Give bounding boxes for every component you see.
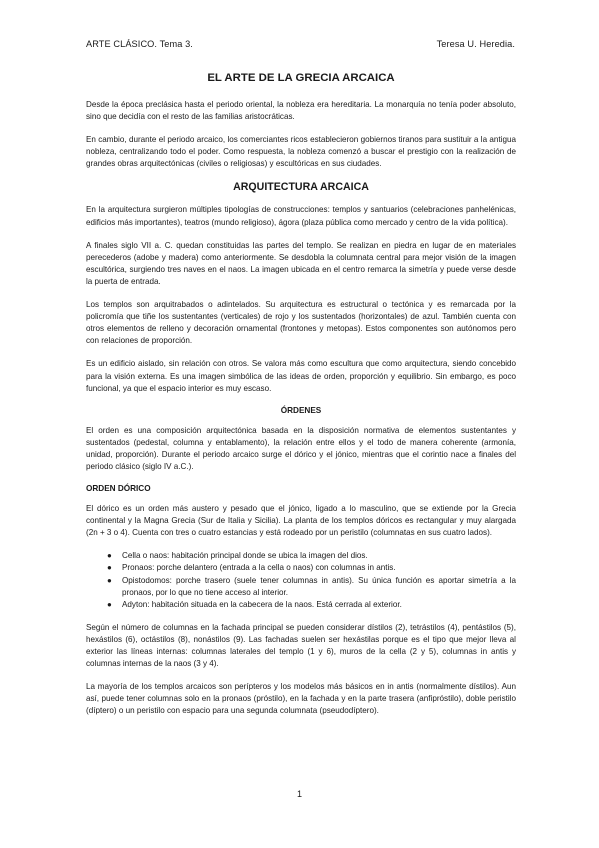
list-item	[107, 575, 516, 599]
arquitectura-paragraph-3: Los templos son arquitrabados o adintelados. Su arquitectura es estructural o tectónica y es remarcada por la policromía que tiñe los sustentantes (verticales) de rojo y los sustentados (horizontales) de azul. También cuenta con otros elementos de relleno y decoración ornamental (frontones y metopas). Estos componentes son autónomos pero con relaciones de proporción.	[86, 300, 516, 346]
list-item-text: Cella o naos: habitación principal donde se ubica la imagen del dios.	[122, 551, 368, 561]
bullet-icon: ●	[107, 551, 112, 561]
document-body	[86, 72, 516, 728]
header-right: Teresa U. Heredia.	[436, 39, 515, 49]
temple-parts-list	[86, 550, 516, 610]
dorico-paragraph: El dórico es un orden más austero y pesado que el jónico, ligado a lo masculino, que se extiende por la Grecia continental y la Magna Grecia (Sur de Italia y Sicilia). La planta de los templos dóricos es rectangular y muy alargada (2n + 3 o 4). Cuenta con tres o cuatro estancias y está rodeado por un peristilo (columnatas en sus cuatro lados).	[86, 504, 516, 538]
intro-paragraph-2: En cambio, durante el periodo arcaico, los comerciantes ricos establecieron gobiernos tiranos para sustituir a la antigua nobleza, centralizando todo el poder. Como respuesta, la nobleza comenzó a buscar el prestigio con la realización de grandes obras arquitectónicas (civiles o religiosas) y escultóricas en sus ciudades.	[86, 135, 516, 169]
arquitectura-paragraph-1: En la arquitectura surgieron múltiples tipologías de construcciones: templos y santuarios (celebraciones panhelénicas, edificios más importantes), teatros (mundo religioso), ágora (plaza pública como mercado y centro de la vida política).	[86, 205, 516, 227]
list-item	[107, 550, 516, 562]
list-item-text: Adyton: habitación situada en la cabecera de la naos. Está cerrada al exterior.	[122, 599, 402, 609]
list-item-text: Pronaos: porche delantero (entrada a la cella o naos) con columnas in antis.	[122, 563, 396, 573]
dorico-columns-paragraph: Según el número de columnas en la fachada principal se pueden considerar dístilos (2), tetrástilos (4), pentástilos (5), hexástilos (6), octástilos (8), nonástilos (9). Las fachadas suelen ser hexástilas porque es el tipo que mejor lleva al exterior las líneas internas: columnas laterales del templo (1 y 6), muros de la cella (2 y 5), columnas in antis y columnas internas de la naos (3 y 4).	[86, 622, 516, 669]
list-item-text: Opistodomos: porche trasero (suele tener columnas in antis). Su única función es aportar simetría a la pronaos, por lo que no tiene acceso al interior.	[122, 575, 516, 597]
arquitectura-paragraph-2: A finales siglo VII a. C. quedan constituidas las partes del templo. Se realizan en piedra en lugar de en materiales perecederos (adobe y madera) como anteriormente. Se desdobla la columnata central para mejor visión de la imagen escultórica, surgiendo tres naves en el naos. La imagen ubicada en el centro remarca la simetría y puede verse desde la puerta de entrada.	[86, 240, 516, 286]
page-number: 1	[296, 789, 302, 799]
bullet-icon: ●	[107, 575, 112, 585]
section-heading-arquitectura: ARQUITECTURA ARCAICA	[233, 181, 369, 194]
header-left: ARTE CLÁSICO. Tema 3.	[86, 39, 193, 49]
section-heading-ordenes: ÓRDENES	[280, 405, 322, 415]
document-title: EL ARTE DE LA GRECIA ARCAICA	[207, 72, 395, 84]
section-heading-orden-dorico: ORDEN DÓRICO	[86, 484, 151, 494]
dorico-types-paragraph: La mayoría de los templos arcaicos son perípteros y los modelos más básicos en in antis (normalmente dístilos). Aun así, puede tener columnas solo en la pronaos (próstilo), en la fachada y en la parte trasera (anfipróstilo), doble peristilo (díptero) o un peristilo con espacio para una segunda columnata (pseudodíptero).	[86, 682, 516, 716]
intro-paragraph-1: Desde la época preclásica hasta el periodo oriental, la nobleza era hereditaria. La monarquía no tenía poder absoluto, sino que decidía con el resto de las familias aristocráticas.	[86, 100, 516, 122]
bullet-icon: ●	[107, 563, 112, 573]
ordenes-paragraph: El orden es una composición arquitectónica basada en la disposición normativa de elementos sustentantes y sustentados (pedestal, columna y entablamento), la relación entre ellos y el todo de manera coherente (armonía, unidad, proporción). Durante el periodo arcaico surge el dórico y el jónico, mientras que el corintio nace a finales del periodo clásico (siglo IV a.C.).	[86, 425, 516, 471]
list-item	[107, 599, 516, 611]
bullet-icon: ●	[107, 599, 112, 609]
list-item	[107, 562, 516, 574]
arquitectura-paragraph-4: Es un edificio aislado, sin relación con otros. Se valora más como escultura que como arquitectura, siendo concebido para la visión externa. Es una imagen simbólica de las ideas de orden, proporción y equilibrio. Sin embargo, es poco funcional, ya que el espacio interior es muy escaso.	[86, 359, 516, 393]
